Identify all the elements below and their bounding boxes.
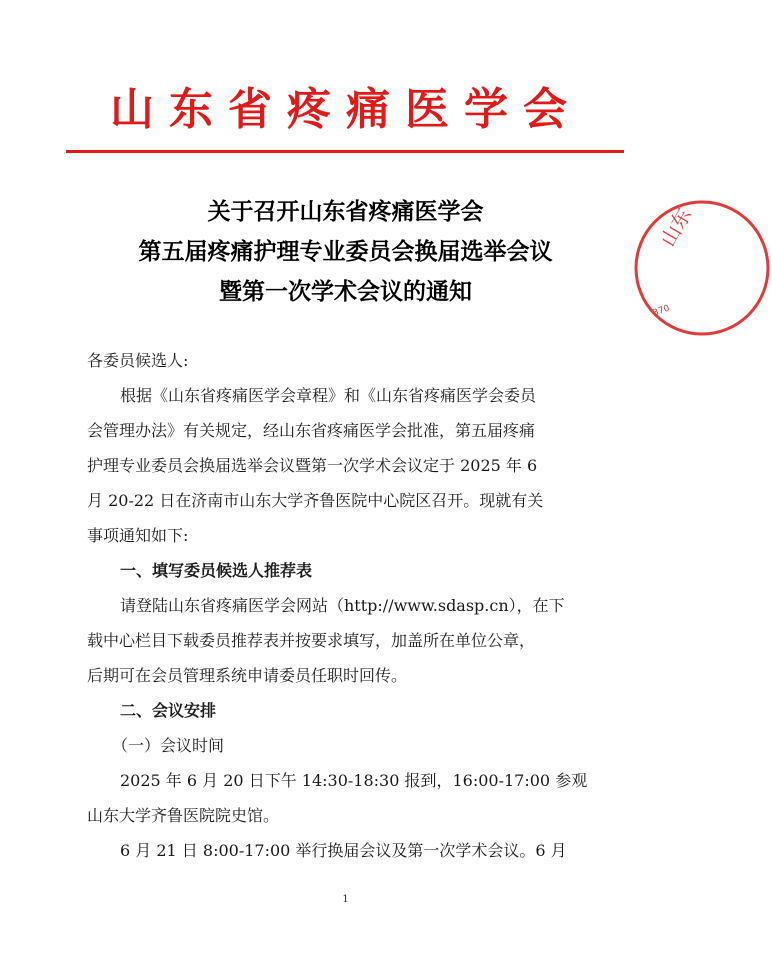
svg-text:370: 370 [651, 303, 672, 319]
title-line-1: 关于召开山东省疼痛医学会 [207, 198, 484, 225]
paragraph-line: 后期可在会员管理系统申请委员任职时回传。 [87, 666, 408, 685]
paragraph-line: 月 20-22 日在济南市山东大学齐鲁医院中心院区召开。现就有关 [87, 491, 544, 510]
section-heading-2: 二、会议安排 [120, 701, 217, 720]
page-number: 1 [342, 894, 349, 905]
paragraph-line: 事项通知如下: [87, 526, 189, 545]
paragraph-line: 载中心栏目下载委员推荐表并按要求填写，加盖所在单位公章， [87, 631, 536, 650]
section-heading-1: 一、填写委员候选人推荐表 [120, 561, 313, 580]
subsection-heading: （一）会议时间 [112, 736, 225, 755]
paragraph-line: 护理专业委员会换届选举会议暨第一次学术会议定于 2025 年 6 [87, 456, 538, 475]
paragraph-line: 请登陆山东省疼痛医学会网站（http://www.sdasp.cn），在下 [120, 596, 565, 615]
title-line-2: 第五届疼痛护理专业委员会换届选举会议 [138, 238, 553, 265]
paragraph-line: 2025 年 6 月 20 日下午 14:30-18:30 报到，16:00-17:00 参观 [120, 771, 588, 790]
title-line-3: 暨第一次学术会议的通知 [219, 278, 472, 305]
paragraph-line: 会管理办法》有关规定，经山东省疼痛医学会批准，第五届疼痛 [87, 421, 536, 440]
paragraph-line: 山东大学齐鲁医院院史馆。 [87, 806, 280, 825]
red-divider [66, 150, 624, 153]
paragraph-line: 根据《山东省疼痛医学会章程》和《山东省疼痛医学会委员 [120, 386, 537, 405]
svg-text:山东: 山东 [655, 203, 697, 251]
salutation: 各委员候选人: [87, 351, 189, 370]
org-header: 山东省疼痛医学会 [110, 84, 582, 135]
paragraph-line: 6 月 21 日 8:00-17:00 举行换届会议及第一次学术会议。6 月 [120, 841, 567, 860]
